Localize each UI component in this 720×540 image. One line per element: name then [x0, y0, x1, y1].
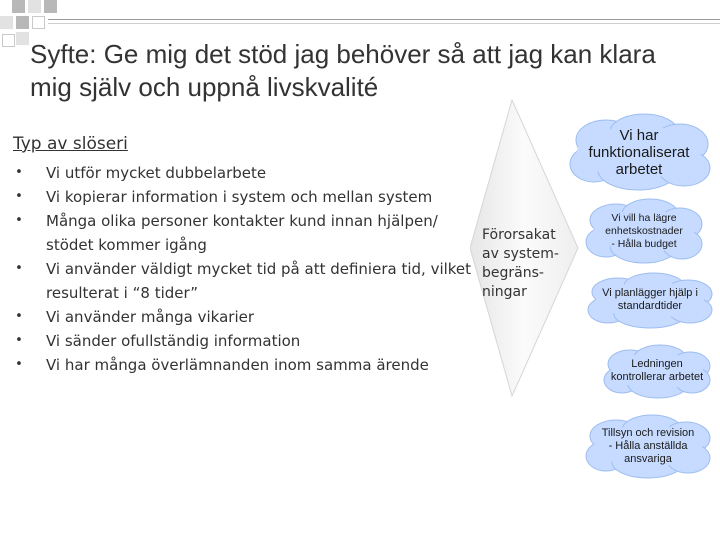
decor-square	[28, 0, 41, 13]
cloud-line: kontrollerar arbetet	[610, 371, 704, 383]
waste-list	[13, 161, 483, 377]
cloud-lower-costs	[584, 198, 704, 264]
cloud-line: - Hålla budget	[611, 237, 677, 250]
bullet-icon: •	[15, 357, 23, 372]
decor-square	[0, 16, 13, 29]
list-item: • Vi använder väldigt mycket tid på att definiera tid, vilket resulterat i “8 tider”	[13, 257, 483, 305]
decor-square	[16, 32, 29, 45]
bullet-icon: •	[15, 309, 23, 324]
cloud-line: funktionaliserat	[588, 143, 690, 161]
cloud-inspection-revision	[584, 414, 712, 478]
bullet-icon: •	[15, 213, 23, 228]
cloud-line: Vi har	[619, 126, 659, 144]
cloud-functionalized	[566, 112, 712, 192]
list-item: • Vi utför mycket dubbelarbete	[13, 161, 483, 185]
waste-heading: Typ av slöseri	[13, 134, 128, 154]
cloud-standard-times	[586, 272, 714, 328]
list-item: • Vi har många överlämnanden inom samma ärende	[13, 353, 483, 377]
cloud-line: ansvariga	[624, 452, 672, 465]
list-item: • Vi använder många vikarier	[13, 305, 483, 329]
cloud-line: Vi planlägger hjälp i	[602, 287, 698, 299]
slide-title: Syfte: Ge mig det stöd jag behöver så att jag kan klara mig själv och uppnå livskvalité	[30, 39, 656, 102]
header-rule	[48, 23, 720, 24]
list-item: • Vi kopierar information i system och mellan system	[13, 185, 483, 209]
header-rule	[48, 19, 720, 20]
cloud-line: Tillsyn och revision	[601, 426, 695, 439]
arrow-label-line: Förorsakat	[482, 227, 556, 243]
bullet-icon: •	[15, 165, 23, 180]
bullet-icon: •	[15, 189, 23, 204]
arrow-label-line: ningar	[482, 284, 527, 300]
cloud-line: standardtider	[617, 300, 683, 312]
decor-square	[12, 0, 25, 13]
cloud-line: Ledningen	[631, 358, 683, 370]
arrow-label-line: av system-	[482, 246, 559, 262]
list-item: • Många olika personer kontakter kund innan hjälpen/ stödet kommer igång	[13, 209, 483, 257]
decor-square	[2, 34, 15, 47]
cloud-line: arbetet	[615, 160, 663, 178]
decor-square	[44, 0, 57, 13]
cloud-management-control	[602, 344, 712, 398]
list-item: • Vi sänder ofullständig information	[13, 329, 483, 353]
cloud-line: - Hålla anställda	[608, 439, 688, 452]
arrow-label	[482, 226, 572, 302]
bullet-icon: •	[15, 333, 23, 348]
arrow-label-line: begräns-	[482, 265, 544, 281]
bullet-icon: •	[15, 261, 23, 276]
decor-square	[32, 16, 45, 29]
cloud-line: Vi vill ha lägre	[611, 211, 677, 224]
cloud-line: enhetskostnader	[605, 224, 683, 237]
decor-square	[16, 16, 29, 29]
